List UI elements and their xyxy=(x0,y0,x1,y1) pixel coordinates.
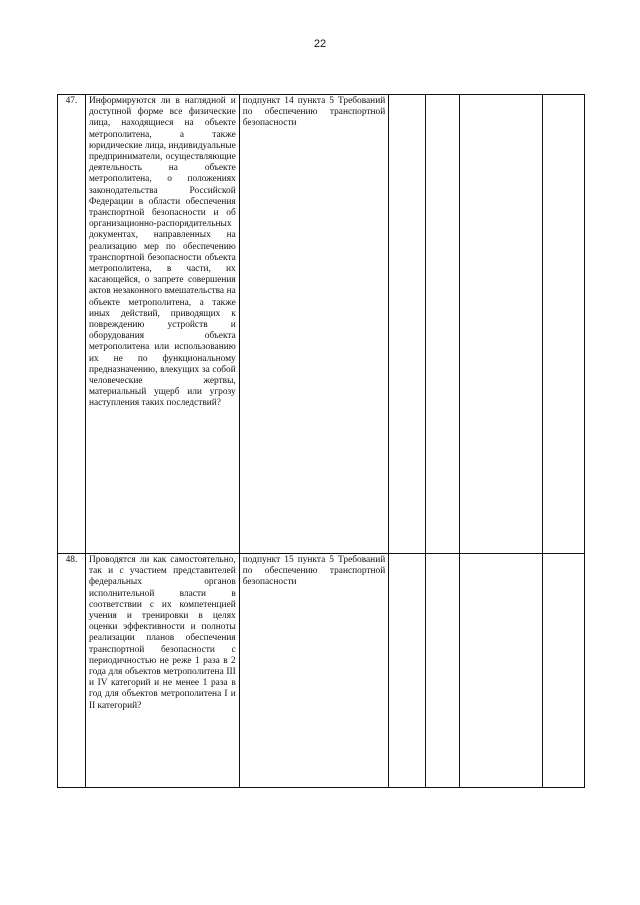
note-cell[interactable] xyxy=(543,95,585,554)
answer-na-cell[interactable] xyxy=(460,95,543,554)
answer-no-cell[interactable] xyxy=(425,95,459,554)
question-text: Проводятся ли как самостоятельно, так и с участием представителей федеральных органов исполнительной власти в соответствии с их компетенцией учения и тренировки в целях оценки эффективности и полноты реализации планов обеспечения транспортной безопасности с периодичностью не реже 1 раза в 2 года для объектов метрополитена III и IV категорий и не менее 1 раза в год для объектов метрополитена I и II категорий? xyxy=(85,554,239,788)
table-row xyxy=(58,95,585,554)
answer-yes-cell[interactable] xyxy=(389,95,426,554)
answer-na-cell[interactable] xyxy=(460,554,543,788)
note-cell[interactable] xyxy=(543,554,585,788)
legal-reference: подпункт 15 пункта 5 Требований по обеспечению транспортной безопасности xyxy=(239,554,388,788)
row-number: 48. xyxy=(58,554,86,788)
legal-reference: подпункт 14 пункта 5 Требований по обеспечению транспортной безопасности xyxy=(239,95,388,554)
answer-yes-cell[interactable] xyxy=(389,554,426,788)
question-text: Информируются ли в наглядной и доступной форме все физические лица, находящиеся на объекте метрополитена, а также юридические лица, индивидуальные предприниматели, осуществляющие деятельность на объекте метрополитена, о положениях законодательства Российской Федерации в области обеспечения транспортной безопасности и об организационно-распорядительных документах, направленных на реализацию мер по обеспечению транспортной безопасности объекта метрополитена, в части, их касающейся, о запрете совершения актов незаконного вмешательства на объекте метрополитена, а также иных действий, приводящих к повреждению устройств и оборудования объекта метрополитена или использованию их не по функциональному предназначению, влекущих за собой человеческие жертвы, материальный ущерб или угрозу наступления таких последствий? xyxy=(85,95,239,554)
answer-no-cell[interactable] xyxy=(425,554,459,788)
page-number: 22 xyxy=(313,38,327,50)
row-number: 47. xyxy=(58,95,86,554)
checklist-table xyxy=(57,94,585,788)
table-row xyxy=(58,554,585,788)
